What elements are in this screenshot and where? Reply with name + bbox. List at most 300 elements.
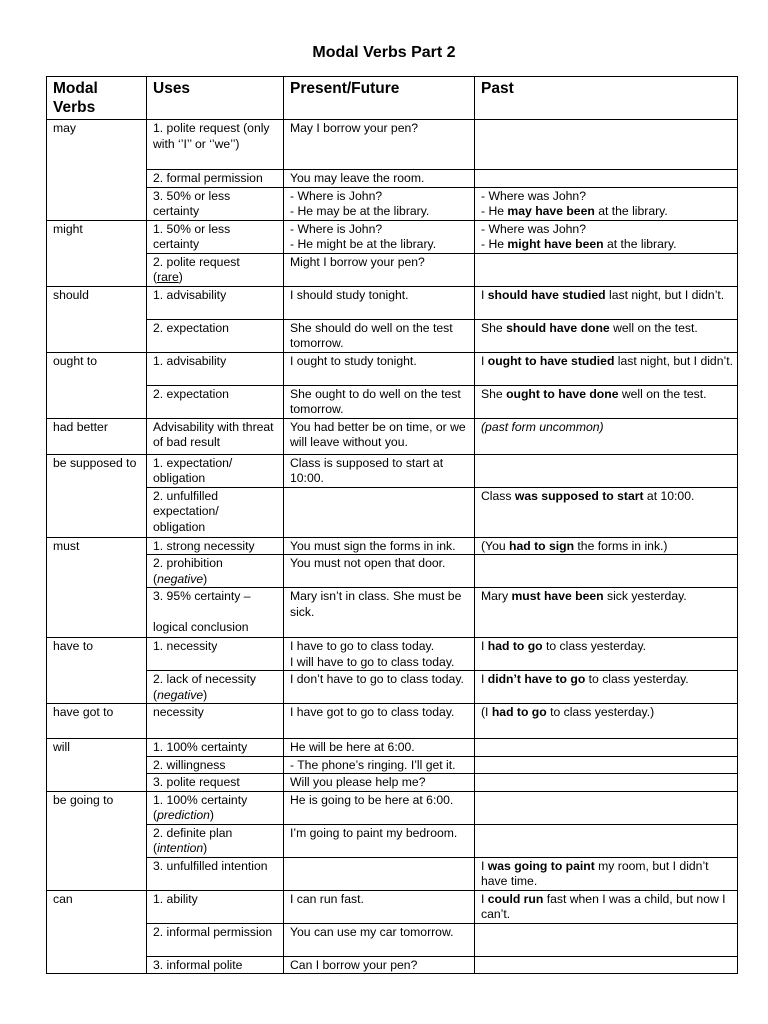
cell-line bbox=[153, 605, 279, 621]
cell-line bbox=[153, 620, 279, 636]
present-future-cell bbox=[284, 671, 475, 704]
cell-line bbox=[153, 841, 279, 857]
past-cell bbox=[475, 739, 738, 757]
table-row bbox=[47, 890, 738, 923]
cell-text: Mary bbox=[481, 589, 512, 603]
table-row bbox=[47, 187, 738, 220]
cell-text: You may leave the room. bbox=[290, 171, 425, 185]
bold-text: should have done bbox=[506, 320, 610, 335]
cell-text: last night, but I didn’t. bbox=[605, 287, 725, 302]
cell-line bbox=[290, 925, 470, 941]
cell-text: You must sign the forms in ink. bbox=[290, 538, 456, 553]
underlined-text: rare bbox=[157, 270, 179, 284]
cell-text: She ought to do well on the test tomorrow. bbox=[290, 386, 465, 416]
cell-line bbox=[481, 639, 733, 655]
present-future-cell bbox=[284, 352, 475, 385]
cell-line bbox=[290, 354, 470, 370]
past-cell bbox=[475, 774, 738, 792]
header-uses: Uses bbox=[147, 77, 284, 120]
uses-cell bbox=[147, 319, 284, 352]
cell-text: You must not open that door. bbox=[290, 556, 446, 570]
cell-text: Might I borrow your pen? bbox=[290, 254, 425, 269]
past-cell bbox=[475, 352, 738, 385]
cell-line bbox=[153, 639, 279, 655]
modal-verb-cell: can bbox=[47, 890, 147, 974]
cell-line bbox=[290, 189, 470, 205]
bold-text: didn’t have to go bbox=[487, 672, 586, 686]
cell-text: 1. polite request (only with ‘’I’’ or ‘’we’’) bbox=[153, 121, 273, 151]
cell-text: - Where was John? bbox=[481, 221, 586, 236]
cell-line bbox=[153, 672, 279, 688]
cell-line bbox=[290, 826, 470, 842]
bold-text: might have been bbox=[507, 237, 604, 251]
cell-text: - He bbox=[481, 204, 508, 218]
uses-cell bbox=[147, 418, 284, 454]
cell-text: logical conclusion bbox=[153, 620, 249, 634]
cell-line bbox=[153, 222, 279, 253]
cell-line bbox=[153, 321, 279, 337]
cell-text: I should study tonight. bbox=[290, 287, 409, 302]
past-cell bbox=[475, 120, 738, 170]
present-future-cell bbox=[284, 286, 475, 319]
cell-line bbox=[153, 808, 279, 824]
present-future-cell bbox=[284, 220, 475, 253]
cell-line bbox=[290, 222, 470, 238]
italic-text: (past form uncommon) bbox=[481, 419, 604, 434]
cell-line bbox=[290, 321, 470, 352]
header-row bbox=[47, 77, 738, 120]
cell-text: at the library. bbox=[603, 237, 677, 251]
cell-line bbox=[153, 925, 279, 941]
modal-verb-cell: ought to bbox=[47, 352, 147, 418]
cell-line bbox=[153, 892, 279, 908]
cell-text: 3. 50% or less certainty bbox=[153, 188, 234, 218]
cell-text: I have got to go to class today. bbox=[290, 705, 455, 719]
cell-line bbox=[290, 589, 470, 620]
cell-text: - Where is John? bbox=[290, 188, 383, 203]
cell-text: I bbox=[481, 353, 488, 368]
table-row bbox=[47, 120, 738, 170]
cell-text: 2. unfulfilled expectation/ bbox=[153, 488, 222, 518]
cell-text: He will be here at 6:00. bbox=[290, 740, 415, 754]
uses-cell bbox=[147, 704, 284, 739]
past-cell bbox=[475, 890, 738, 923]
cell-line bbox=[153, 758, 279, 774]
past-cell bbox=[475, 170, 738, 188]
cell-line bbox=[290, 171, 470, 187]
modal-verb-cell: may bbox=[47, 120, 147, 221]
cell-line bbox=[290, 672, 470, 688]
cell-line bbox=[153, 255, 279, 271]
uses-cell bbox=[147, 824, 284, 857]
modal-verb-cell: had better bbox=[47, 418, 147, 454]
cell-line bbox=[290, 758, 470, 774]
past-cell bbox=[475, 187, 738, 220]
cell-text: He is going to be here at 6:00. bbox=[290, 792, 454, 807]
past-cell bbox=[475, 555, 738, 588]
cell-line bbox=[153, 859, 279, 875]
table-row bbox=[47, 487, 738, 537]
cell-text: May I borrow your pen? bbox=[290, 121, 419, 135]
cell-line bbox=[481, 387, 733, 403]
cell-line bbox=[153, 171, 279, 187]
cell-line bbox=[481, 321, 733, 337]
past-cell bbox=[475, 319, 738, 352]
cell-text: 3. informal polite bbox=[153, 957, 243, 972]
cell-text: I bbox=[481, 891, 488, 906]
bold-text: could run bbox=[487, 891, 544, 906]
past-cell bbox=[475, 791, 738, 824]
table-row bbox=[47, 319, 738, 352]
cell-text: 2. informal permission bbox=[153, 924, 273, 939]
table-row bbox=[47, 791, 738, 824]
table-row bbox=[47, 454, 738, 487]
present-future-cell bbox=[284, 890, 475, 923]
table-row bbox=[47, 352, 738, 385]
cell-text: 3. 95% certainty – bbox=[153, 589, 251, 603]
cell-line bbox=[481, 589, 733, 605]
cell-text: She bbox=[481, 386, 507, 401]
cell-text: at the library. bbox=[594, 204, 668, 218]
table-row bbox=[47, 418, 738, 454]
cell-line bbox=[153, 705, 279, 721]
cell-text: I will have to go to class today. bbox=[290, 654, 455, 669]
cell-text: - Where was John? bbox=[481, 188, 586, 203]
table-row bbox=[47, 220, 738, 253]
cell-line bbox=[153, 740, 279, 756]
table-row bbox=[47, 385, 738, 418]
cell-text: 3. unfulfilled intention bbox=[153, 858, 268, 873]
table-row bbox=[47, 638, 738, 671]
cell-line bbox=[290, 420, 470, 451]
cell-text: I bbox=[481, 287, 488, 302]
past-cell bbox=[475, 286, 738, 319]
cell-text: I ought to study tonight. bbox=[290, 353, 417, 368]
cell-line bbox=[481, 420, 733, 436]
cell-line bbox=[290, 892, 470, 908]
cell-line bbox=[153, 793, 279, 809]
cell-text: at 10:00. bbox=[643, 488, 695, 503]
uses-cell bbox=[147, 756, 284, 774]
cell-line bbox=[290, 255, 470, 271]
uses-cell bbox=[147, 588, 284, 638]
cell-text: ( bbox=[153, 687, 158, 702]
table-row bbox=[47, 253, 738, 286]
bold-text: had to go bbox=[487, 639, 543, 653]
cell-text: 1. 100% certainty bbox=[153, 792, 248, 807]
cell-text: 1. advisability bbox=[153, 287, 227, 302]
bold-text: was going to paint bbox=[487, 858, 595, 873]
table-row bbox=[47, 671, 738, 704]
cell-text: Class is supposed to start at 10:00. bbox=[290, 455, 447, 485]
header-past: Past bbox=[475, 77, 738, 120]
cell-text: ( bbox=[153, 270, 158, 284]
cell-text: ) bbox=[203, 687, 208, 702]
cell-text: my room, but I didn’t have time. bbox=[481, 858, 712, 888]
cell-line bbox=[290, 387, 470, 418]
cell-line bbox=[153, 189, 279, 220]
past-cell bbox=[475, 923, 738, 956]
present-future-cell bbox=[284, 704, 475, 739]
cell-text: ( bbox=[153, 841, 158, 855]
present-future-cell bbox=[284, 824, 475, 857]
cell-text: - Where is John? bbox=[290, 221, 383, 236]
cell-line bbox=[290, 639, 470, 655]
cell-line bbox=[481, 222, 733, 238]
uses-cell bbox=[147, 537, 284, 555]
uses-cell bbox=[147, 454, 284, 487]
present-future-cell bbox=[284, 956, 475, 974]
uses-cell bbox=[147, 956, 284, 974]
bold-text: ought to have done bbox=[506, 386, 619, 401]
cell-text: ) bbox=[203, 841, 208, 855]
past-cell bbox=[475, 253, 738, 286]
cell-line bbox=[153, 270, 279, 286]
cell-text: 3. polite request bbox=[153, 775, 240, 789]
cell-text: ( bbox=[153, 808, 158, 822]
cell-text: I bbox=[481, 858, 488, 873]
cell-text: She bbox=[481, 320, 507, 335]
cell-text: Class bbox=[481, 488, 515, 503]
present-future-cell bbox=[284, 418, 475, 454]
cell-text: 2. polite request bbox=[153, 254, 240, 269]
italic-text: prediction bbox=[157, 808, 210, 822]
present-future-cell bbox=[284, 774, 475, 792]
present-future-cell bbox=[284, 454, 475, 487]
modal-verbs-table bbox=[46, 76, 738, 974]
bold-text: had to go bbox=[491, 705, 547, 719]
cell-text: She should do well on the test tomorrow. bbox=[290, 320, 456, 350]
past-cell bbox=[475, 638, 738, 671]
table-row bbox=[47, 537, 738, 555]
header-present-future: Present/Future bbox=[284, 77, 475, 120]
cell-text: 2. definite plan bbox=[153, 825, 233, 840]
cell-text: 2. willingness bbox=[153, 757, 226, 772]
present-future-cell bbox=[284, 187, 475, 220]
past-cell bbox=[475, 671, 738, 704]
uses-cell bbox=[147, 638, 284, 671]
uses-cell bbox=[147, 487, 284, 537]
cell-line bbox=[153, 387, 279, 403]
modal-verb-cell: will bbox=[47, 739, 147, 792]
cell-line bbox=[153, 556, 279, 572]
cell-line bbox=[481, 204, 733, 220]
past-cell bbox=[475, 588, 738, 638]
cell-line bbox=[481, 189, 733, 205]
cell-text: well on the test. bbox=[618, 386, 707, 401]
cell-text bbox=[153, 605, 156, 619]
cell-line bbox=[481, 705, 733, 721]
italic-text: intention bbox=[157, 841, 204, 855]
italic-text: negative bbox=[157, 687, 204, 702]
cell-text: Will you please help me? bbox=[290, 775, 426, 789]
cell-line bbox=[481, 892, 733, 923]
modal-verb-cell: have to bbox=[47, 638, 147, 704]
modal-verb-cell: must bbox=[47, 537, 147, 638]
table-row bbox=[47, 286, 738, 319]
cell-text: ( bbox=[153, 571, 158, 586]
past-cell bbox=[475, 756, 738, 774]
header-modal-verbs: Modal Verbs bbox=[47, 77, 147, 120]
table-row bbox=[47, 588, 738, 638]
cell-line bbox=[290, 655, 470, 671]
cell-line bbox=[481, 288, 733, 304]
cell-text: 1. expectation/ bbox=[153, 455, 233, 470]
cell-text: obligation bbox=[153, 519, 206, 534]
uses-cell bbox=[147, 671, 284, 704]
present-future-cell bbox=[284, 487, 475, 537]
cell-text: I bbox=[481, 672, 488, 686]
past-cell bbox=[475, 220, 738, 253]
cell-text: - The phone’s ringing. I’ll get it. bbox=[290, 757, 456, 772]
cell-line bbox=[153, 958, 279, 974]
cell-line bbox=[481, 489, 733, 505]
uses-cell bbox=[147, 170, 284, 188]
cell-text: well on the test. bbox=[609, 320, 698, 335]
table-row bbox=[47, 923, 738, 956]
past-cell bbox=[475, 418, 738, 454]
cell-text: 2. prohibition bbox=[153, 556, 223, 570]
modal-verb-cell: might bbox=[47, 220, 147, 286]
cell-text: 2. expectation bbox=[153, 320, 229, 335]
cell-line bbox=[290, 775, 470, 791]
present-future-cell bbox=[284, 385, 475, 418]
cell-line bbox=[153, 288, 279, 304]
present-future-cell bbox=[284, 923, 475, 956]
past-cell bbox=[475, 857, 738, 890]
cell-text: I have to go to class today. bbox=[290, 639, 435, 653]
bold-text: must have been bbox=[511, 589, 604, 603]
cell-text: 2. lack of necessity bbox=[153, 672, 256, 686]
uses-cell bbox=[147, 857, 284, 890]
modal-verb-cell: be supposed to bbox=[47, 454, 147, 537]
table-row bbox=[47, 857, 738, 890]
bold-text: had to sign bbox=[509, 538, 575, 553]
cell-line bbox=[153, 520, 279, 536]
table-body bbox=[47, 120, 738, 974]
cell-line bbox=[153, 121, 279, 152]
cell-text: necessity bbox=[153, 705, 204, 719]
past-cell bbox=[475, 537, 738, 555]
past-cell bbox=[475, 454, 738, 487]
page-title: Modal Verbs Part 2 bbox=[312, 44, 456, 61]
cell-text: (You bbox=[481, 538, 510, 553]
cell-text: You can use my car tomorrow. bbox=[290, 924, 454, 939]
cell-line bbox=[290, 539, 470, 555]
cell-line bbox=[153, 354, 279, 370]
cell-text: ) bbox=[203, 571, 208, 586]
cell-text: to class yesterday. bbox=[542, 639, 647, 653]
cell-text: the forms in ink.) bbox=[574, 538, 668, 553]
cell-text: 1. necessity bbox=[153, 639, 218, 653]
past-cell bbox=[475, 824, 738, 857]
table-row bbox=[47, 824, 738, 857]
cell-line bbox=[290, 958, 470, 974]
modal-verb-cell: have got to bbox=[47, 704, 147, 739]
cell-line bbox=[290, 740, 470, 756]
cell-text: Advisability with threat of bad result bbox=[153, 419, 277, 449]
present-future-cell bbox=[284, 555, 475, 588]
cell-text: - He may be at the library. bbox=[290, 204, 430, 218]
bold-text: should have studied bbox=[487, 287, 606, 302]
cell-line bbox=[290, 456, 470, 487]
uses-cell bbox=[147, 220, 284, 253]
cell-line bbox=[153, 420, 279, 451]
cell-text: I’m going to paint my bedroom. bbox=[290, 825, 458, 840]
table-row bbox=[47, 170, 738, 188]
cell-text: obligation bbox=[153, 471, 206, 485]
cell-line bbox=[290, 237, 470, 253]
uses-cell bbox=[147, 555, 284, 588]
cell-line bbox=[290, 556, 470, 572]
cell-line bbox=[290, 705, 470, 721]
uses-cell bbox=[147, 791, 284, 824]
cell-text: I can run fast. bbox=[290, 891, 364, 906]
cell-line bbox=[153, 471, 279, 487]
cell-text: ) bbox=[178, 270, 183, 284]
bold-text: may have been bbox=[507, 204, 595, 218]
present-future-cell bbox=[284, 319, 475, 352]
italic-text: negative bbox=[157, 571, 204, 586]
table-row bbox=[47, 956, 738, 974]
cell-text: 2. expectation bbox=[153, 386, 229, 401]
present-future-cell bbox=[284, 638, 475, 671]
cell-text: 1. 100% certainty bbox=[153, 740, 248, 754]
uses-cell bbox=[147, 286, 284, 319]
cell-line bbox=[481, 237, 733, 253]
past-cell bbox=[475, 487, 738, 537]
cell-line bbox=[290, 288, 470, 304]
present-future-cell bbox=[284, 537, 475, 555]
bold-text: was supposed to start bbox=[514, 488, 644, 503]
present-future-cell bbox=[284, 857, 475, 890]
cell-line bbox=[153, 826, 279, 842]
past-cell bbox=[475, 956, 738, 974]
cell-text: sick yesterday. bbox=[603, 589, 687, 603]
cell-text: - He bbox=[481, 237, 508, 251]
present-future-cell bbox=[284, 739, 475, 757]
cell-text: ) bbox=[209, 808, 214, 822]
cell-line bbox=[153, 688, 279, 704]
uses-cell bbox=[147, 739, 284, 757]
present-future-cell bbox=[284, 791, 475, 824]
cell-text: (I bbox=[481, 705, 492, 719]
uses-cell bbox=[147, 120, 284, 170]
cell-text: I don’t have to go to class today. bbox=[290, 672, 464, 686]
past-cell bbox=[475, 385, 738, 418]
table-row bbox=[47, 756, 738, 774]
cell-text: to class yesterday. bbox=[585, 672, 689, 686]
cell-text: last night, but I didn’t. bbox=[614, 353, 733, 368]
cell-line bbox=[153, 456, 279, 472]
table-row bbox=[47, 704, 738, 739]
bold-text: ought to have studied bbox=[487, 353, 615, 368]
cell-text: 1. ability bbox=[153, 891, 198, 906]
cell-line bbox=[153, 589, 279, 605]
uses-cell bbox=[147, 352, 284, 385]
present-future-cell bbox=[284, 120, 475, 170]
table-row bbox=[47, 555, 738, 588]
uses-cell bbox=[147, 385, 284, 418]
table-row bbox=[47, 774, 738, 792]
cell-text: 1. 50% or less certainty bbox=[153, 221, 234, 251]
cell-line bbox=[481, 539, 733, 555]
uses-cell bbox=[147, 923, 284, 956]
uses-cell bbox=[147, 890, 284, 923]
cell-line bbox=[481, 354, 733, 370]
past-cell bbox=[475, 704, 738, 739]
cell-text: You had better be on time, or we will leave without you. bbox=[290, 419, 470, 449]
